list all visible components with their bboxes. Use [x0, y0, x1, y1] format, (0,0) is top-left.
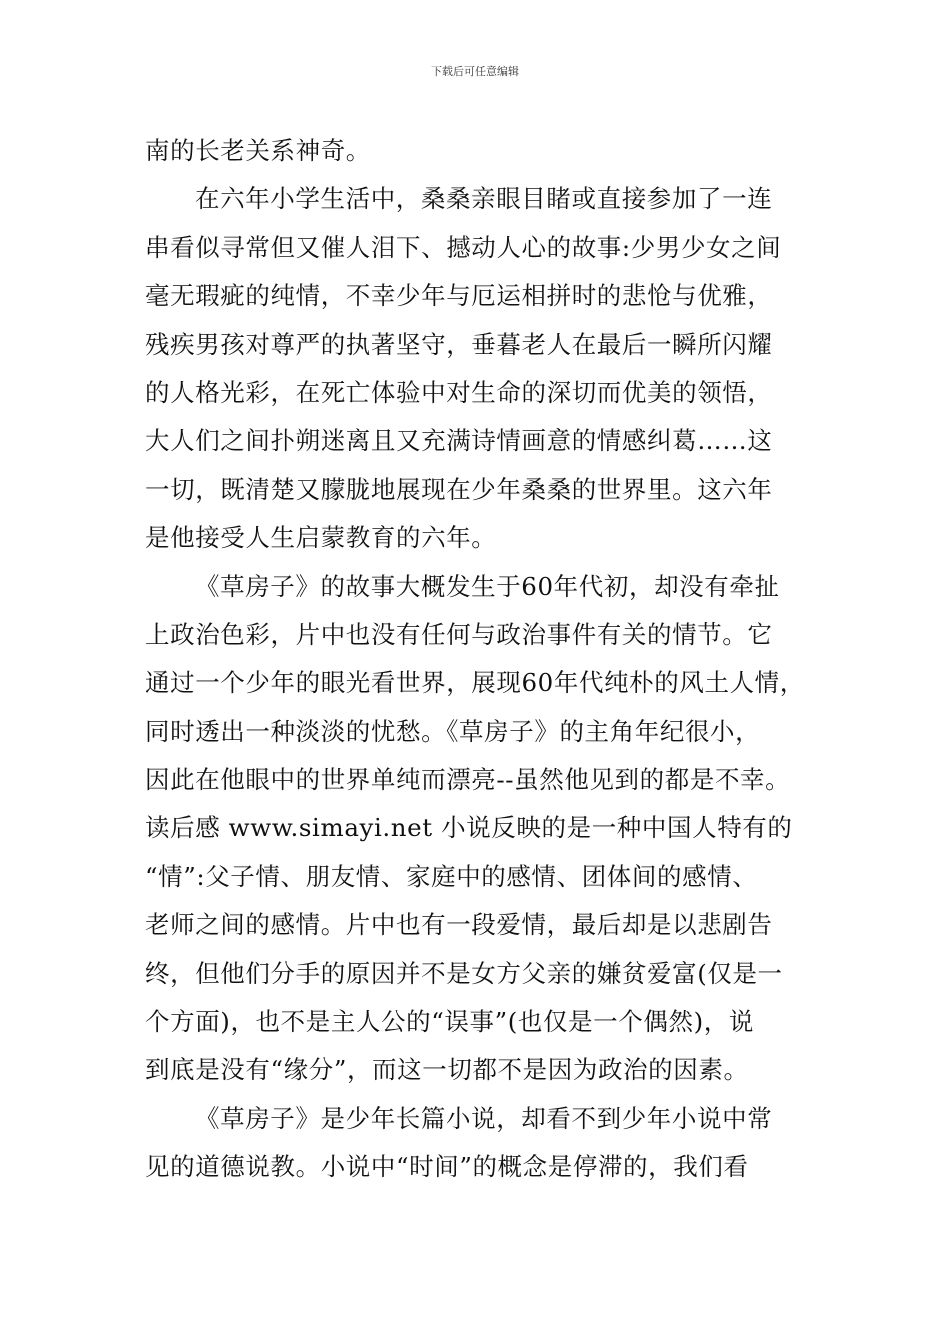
- text-line: 是他接受人生启蒙教育的六年。: [145, 523, 497, 553]
- text-line: “情”:父子情、朋友情、家庭中的感情、团体间的感情、: [145, 861, 758, 891]
- text-line: 残疾男孩对尊严的执著坚守，垂暮老人在最后一瞬所闪耀: [145, 329, 773, 359]
- text-line: 老师之间的感情。片中也有一段爱情，最后却是以悲剧告: [145, 910, 773, 940]
- text-line: 通过一个少年的眼光看世界，展现60年代纯朴的风土人情，: [145, 668, 805, 698]
- text-line: 毫无瑕疵的纯情，不幸少年与厄运相拼时的悲怆与优雅，: [145, 281, 773, 311]
- text-line: 一切，既清楚又朦胧地展现在少年桑桑的世界里。这六年: [145, 474, 773, 504]
- body-text: [145, 127, 815, 1192]
- text-line: 个方面)，也不是主人公的“误事”(也仅是一个偶然)，说: [145, 1007, 754, 1037]
- paragraph-start-line: 《草房子》的故事大概发生于60年代初，却没有牵扯: [195, 571, 780, 601]
- text-line: 终，但他们分手的原因并不是女方父亲的嫌贫爱富(仅是一: [145, 958, 783, 988]
- text-line: 上政治色彩，片中也没有任何与政治事件有关的情节。它: [145, 619, 773, 649]
- page-header: 下载后可任意编辑: [431, 65, 519, 78]
- text-line: 的人格光彩，在死亡体验中对生命的深切而优美的领悟，: [145, 377, 773, 407]
- text-line: 见的道德说教。小说中“时间”的概念是停滞的，我们看: [145, 1152, 749, 1182]
- paragraph-start-line: 《草房子》是少年长篇小说，却看不到少年小说中常: [195, 1103, 773, 1133]
- text-line: 串看似寻常但又催人泪下、撼动人心的故事:少男少女之间: [145, 232, 782, 262]
- text-line: 同时透出一种淡淡的忧愁。《草房子》的主角年纪很小，: [145, 716, 761, 746]
- text-line: 因此在他眼中的世界单纯而漂亮--虽然他见到的都是不幸。: [145, 765, 791, 795]
- text-line: 大人们之间扑朔迷离且又充满诗情画意的情感纠葛……这: [145, 426, 773, 456]
- text-line: 到底是没有“缘分”，而这一切都不是因为政治的因素。: [145, 1055, 749, 1085]
- text-line: 读后感 www.simayi.net 小说反映的是一种中国人特有的: [145, 813, 793, 843]
- text-line: 南的长老关系神奇。: [145, 136, 371, 165]
- paragraph-start-line: 在六年小学生活中，桑桑亲眼目睹或直接参加了一连: [195, 184, 773, 214]
